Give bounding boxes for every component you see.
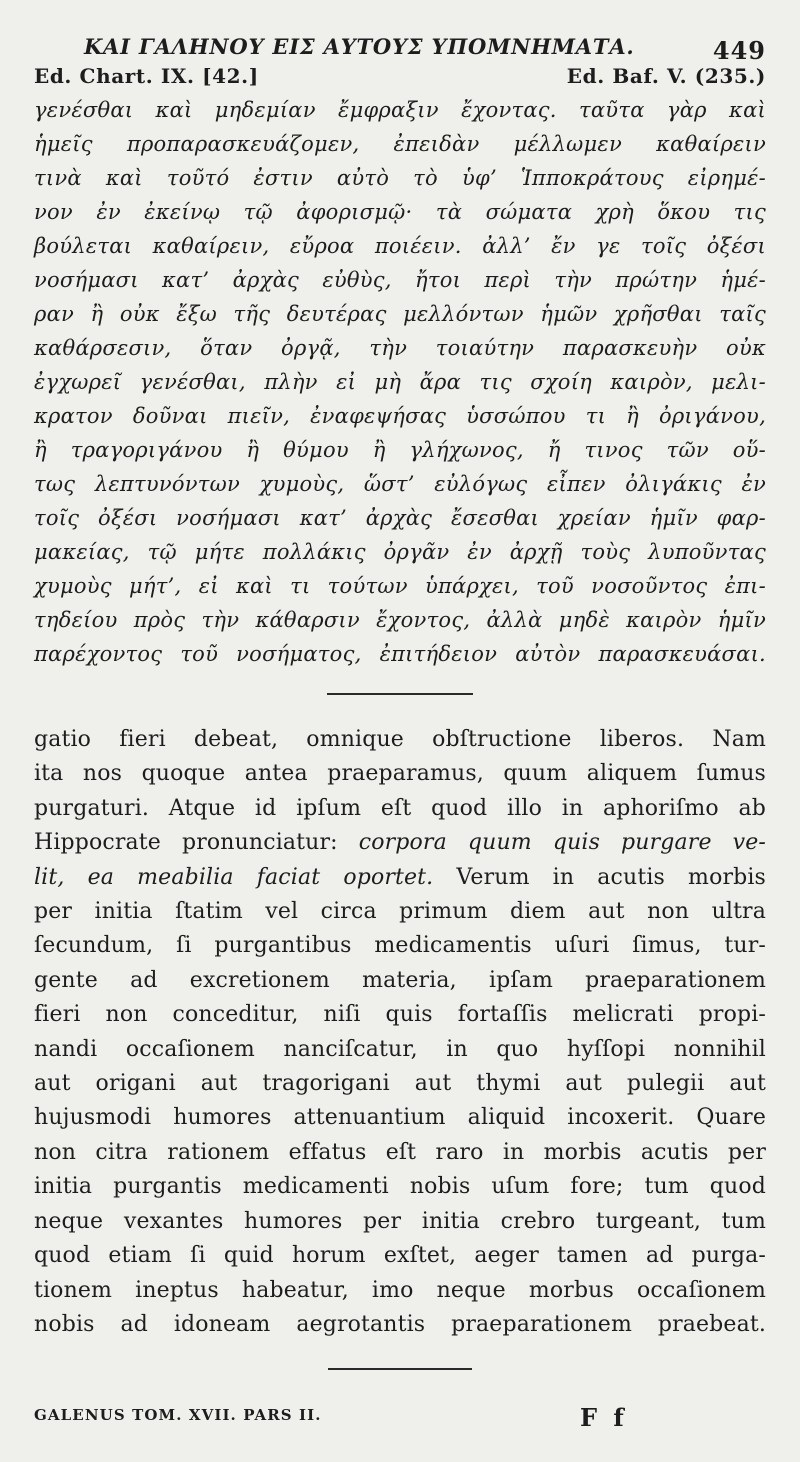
greek-line: βούλεται καθαίρειν, εὔροα ποιέειν. ἀλλ’ ἔν γε τοῖς ὀξέσι (34, 234, 766, 258)
latin-line: gatio fieri debeat, omnique obſtructione liberos. Nam (34, 727, 766, 752)
greek-line: τινὰ καὶ τοῦτό ἐστιν αὐτὸ τὸ ὑφ’ Ἱπποκράτους εἰρημέ- (34, 166, 766, 190)
edition-reference-right: Ed. Baf. V. (235.) (566, 64, 766, 88)
greek-line: καθάρσεσιν, ὅταν ὀργᾷ, τὴν τοιαύτην παρασκευὴν οὐκ (34, 336, 766, 360)
latin-line: gente ad excretionem materia, ipſam praeparationem (34, 967, 766, 993)
footer-signature-left: GALENUS TOM. XVII. PARS II. (34, 1406, 322, 1424)
greek-line: χυμοὺς μήτ’, εἰ καὶ τι τούτων ὑπάρχει, τοῦ νοσοῦντος ἐπι- (34, 574, 766, 598)
running-head (34, 26, 766, 68)
footer-signature-right: F f (580, 1403, 628, 1432)
latin-line: nobis ad idoneam aegrotantis praeparationem praebeat. (34, 1311, 766, 1337)
edition-references (34, 64, 766, 90)
latin-line: quod etiam ſi quid horum exſtet, aeger tamen ad purga- (34, 1243, 766, 1269)
latin-text-block (34, 723, 766, 1342)
page-number: 449 (712, 36, 766, 65)
greek-line: κρατον δοῦναι πιεῖν, ἐναφεψήσας ὑσσώπου τι ἢ ὀριγάνου, (34, 404, 766, 428)
greek-line: νοσήμασι κατ’ ἀρχὰς εὐθὺς, ἤτοι περὶ τὴν πρώτην ἡμέ- (34, 268, 766, 292)
page-footer (34, 1403, 766, 1436)
latin-line: aut origani aut tragorigani aut thymi aut pulegii aut (34, 1071, 766, 1097)
latin-line: per initia ſtatim vel circa primum diem aut non ultra (34, 899, 766, 925)
latin-line: tionem ineptus habeatur, imo neque morbus occaſionem (34, 1277, 766, 1303)
latin-line: neque vexantes humores per initia crebro turgeant, tum (34, 1208, 766, 1234)
greek-line: τοῖς ὀξέσι νοσήμασι κατ’ ἀρχὰς ἔσεσθαι χρείαν ἡμῖν φαρ- (34, 506, 766, 530)
latin-line: ita nos quoque antea praeparamus, quum aliquem ſumus (34, 761, 766, 787)
latin-line: lit, ea meabilia faciat oportet. Verum in acutis morbis (34, 864, 766, 890)
greek-line: ἢ τραγοριγάνου ἢ θύμου ἢ γλήχωνος, ἤ τινος τῶν οὕ- (34, 438, 766, 462)
book-page (34, 26, 766, 1370)
latin-line: nandi occaſionem nanciſcatur, in quo hyſſopi nonnihil (34, 1036, 766, 1062)
latin-line: Hippocrate pronunciatur: corpora quum quis purgare ve- (34, 830, 766, 856)
latin-line: initia purgantis medicamenti nobis uſum fore; tum quod (34, 1174, 766, 1200)
greek-line: μακείας, τῷ μήτε πολλάκις ὀργᾶν ἐν ἀρχῇ τοὺς λυποῦντας (34, 540, 766, 564)
greek-line: ραν ἢ οὐκ ἔξω τῆς δευτέρας μελλόντων ἡμῶν χρῆσθαι ταῖς (34, 302, 766, 326)
section-divider (327, 693, 473, 695)
bottom-divider (328, 1368, 472, 1370)
greek-line: τως λεπτυνόντων χυμοὺς, ὥστ’ εὐλόγως εἶπεν ὀλιγάκις ἐν (34, 472, 766, 496)
latin-line: fieri non conceditur, niſi quis fortaſſis melicrati propi- (34, 1002, 766, 1028)
greek-line: νον ἐν ἐκείνῳ τῷ ἀφορισμῷ· τὰ σώματα χρὴ ὅκου τις (34, 200, 766, 224)
greek-line: ἐγχωρεῖ γενέσθαι, πλὴν εἰ μὴ ἄρα τις σχοίη καιρὸν, μελι- (34, 370, 766, 394)
latin-line: hujusmodi humores attenuantium aliquid incoxerit. Quare (34, 1105, 766, 1131)
edition-reference-left: Ed. Chart. IX. [42.] (34, 64, 259, 88)
greek-line: γενέσθαι καὶ μηδεμίαν ἔμφραξιν ἔχοντας. ταῦτα γὰρ καὶ (34, 98, 766, 122)
running-title: ΚΑΙ ΓΑΛΗΝΟΥ ΕΙΣ ΑΥΤΟΥΣ ΥΠΟΜΝΗΜΑΤΑ. (84, 34, 635, 59)
greek-line: τηδείου πρὸς τὴν κάθαρσιν ἔχοντος, ἀλλὰ μηδὲ καιρὸν ἡμῖν (34, 608, 766, 632)
greek-text-block (34, 93, 766, 671)
latin-line: ſecundum, ſi purgantibus medicamentis uſuri ſimus, tur- (34, 933, 766, 959)
latin-line: purgaturi. Atque id ipſum eſt quod illo in aphoriſmo ab (34, 795, 766, 821)
greek-line: παρέχοντος τοῦ νοσήματος, ἐπιτήδειον αὐτὸν παρασκευάσαι. (34, 642, 766, 666)
latin-line: non citra rationem effatus eſt raro in morbis acutis per (34, 1139, 766, 1165)
greek-line: ἡμεῖς προπαρασκευάζομεν, ἐπειδὰν μέλλωμεν καθαίρειν (34, 132, 766, 156)
